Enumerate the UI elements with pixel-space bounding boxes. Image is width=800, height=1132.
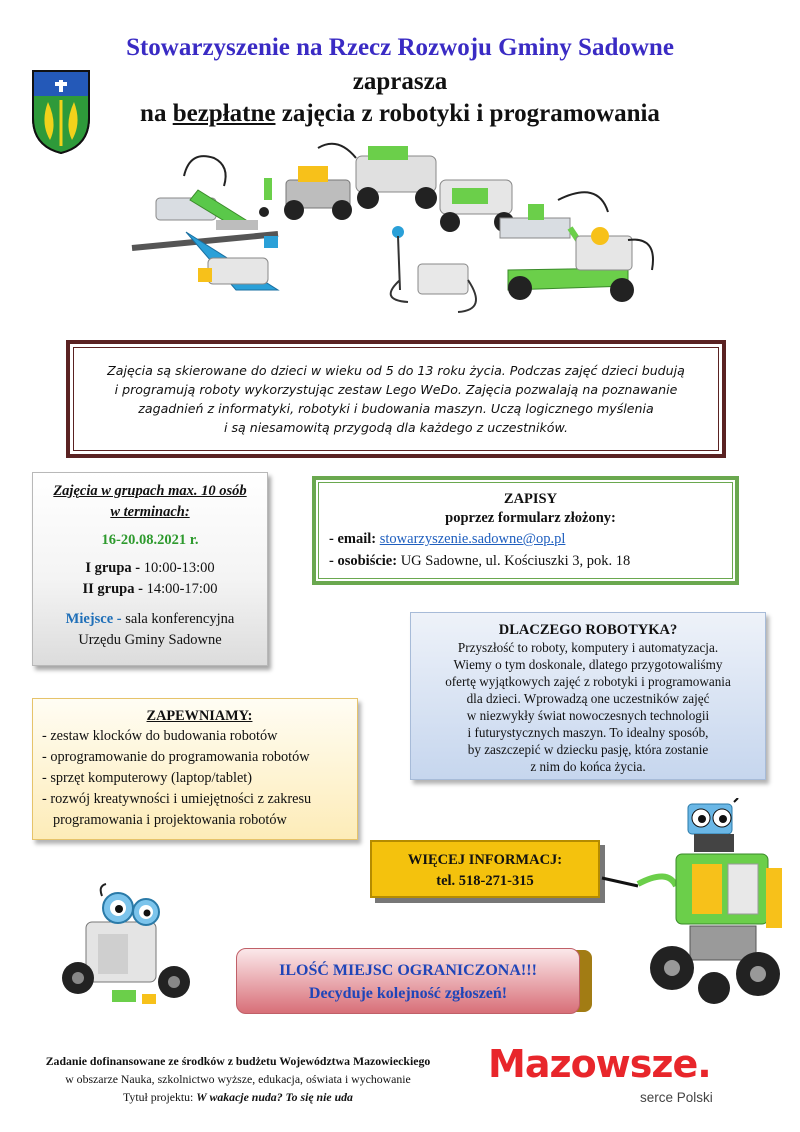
headline-prefix: na [140,100,173,127]
sensor-hub [391,226,476,312]
group-2-time: 14:00-17:00 [146,581,218,597]
venue [33,609,267,651]
why-robotics-box [410,612,766,780]
why-text [411,639,765,775]
footer-project-label: Tytuł projektu: [123,1090,197,1104]
why-line: dla dzieci. Wprowadzą one uczestników zajęć [466,691,710,706]
footer-project-title: W wakacje nuda? To się nie uda [196,1090,353,1104]
group-1-label: I grupa - [85,560,144,576]
signup-inner [318,482,733,579]
provide-box [32,698,358,840]
headline [0,100,800,128]
helicopter-robot [132,156,278,290]
provide-item: - rozwój kreatywności i umiejętności z zakresu [42,791,312,807]
signup-inperson-label: - osobiście: [329,553,401,569]
footer-area: w obszarze Nauka, szkolnictwo wyższe, edukacja, oświata i wychowanie [65,1072,411,1086]
why-line: i futurystycznych maszyn. To idealny sposób, [467,725,709,740]
footer-funding: Zadanie dofinansowane ze środków z budżetu Województwa Mazowieckiego [45,1054,431,1068]
mazowsze-logo-word: Mazowsze. [488,1042,711,1086]
invites-text: zaprasza [352,68,448,95]
mazowsze-logo [488,1042,770,1114]
schedule-date: 16-20.08.2021 r. [101,532,199,548]
intro-line: i są niesamowitą przygodą dla każdego z uczestników. [223,420,568,435]
venue-label: Miejsce - [65,611,126,627]
group-2 [33,579,267,599]
intro-line: zagadnień z informatyki, robotyki i budowania maszyn. Uczą logicznego myślenia [138,401,654,416]
intro-box [66,340,726,458]
provide-item-continued: programowania i projektowania robotów [53,812,287,828]
signup-email-row [329,529,732,549]
limited-places-subtitle: Decyduje kolejność zgłoszeń! [308,985,508,1002]
why-line: Przyszłość to roboty, komputery i automatyzacja. [457,640,719,655]
group-2-label: II grupa - [82,581,147,597]
intro-text [107,361,685,437]
mazowsze-logo-subtitle: serce Polski [640,1090,713,1105]
intro-inner [73,347,719,451]
provide-item: - sprzęt komputerowy (laptop/tablet) [42,770,253,786]
lego-robot-right-illustration [598,798,784,1008]
why-line: by zaszczepić w dziecku pasję, która zostanie [467,742,709,757]
more-info-phone[interactable]: tel. 518-271-315 [436,873,534,889]
why-line: Wiemy o tym doskonale, dlatego przygotowaliśmy [453,657,723,672]
group-1-time: 10:00-13:00 [143,560,215,576]
why-title: DLACZEGO ROBOTYKA? [498,622,678,638]
signup-title: ZAPISY [503,491,558,507]
signup-subtitle: poprzez formularz złożony: [445,510,616,526]
provide-item: - oprogramowanie do programowania robotów [42,749,310,765]
why-line: z nim do końca życia. [530,759,646,774]
signup-box [312,476,739,585]
provide-title: ZAPEWNIAMY: [146,708,253,724]
coat-of-arms-icon [30,68,92,156]
lego-robots-illustration [128,140,674,318]
venue-line-1: sala konferencyjna [125,611,235,627]
schedule-title [33,481,267,523]
limited-places-box [236,948,580,1014]
group-1 [33,558,267,578]
why-line: w niezwykły świat nowoczesnych technologii [466,708,710,723]
organization-title: Stowarzyszenie na Rzecz Rozwoju Gminy Sadowne [126,34,674,61]
provide-item: - zestaw klocków do budowania robotów [42,728,278,744]
intro-line: Zajęcia są skierowane do dzieci w wieku od 5 do 13 roku życia. Podczas zajęć dzieci budują [107,363,685,378]
headline-free: bezpłatne [172,100,276,127]
signup-inperson-address: UG Sadowne, ul. Kościuszki 3, pok. 18 [400,553,631,569]
limited-places-title: ILOŚĆ MIEJSC OGRANICZONA!!! [279,962,537,979]
why-line: ofertę wyjątkowych zajęć z robotyki i programowania [445,674,731,689]
intro-line: i programują roboty wykorzystując zestaw Lego WeDo. Zajęcia pozwalają na poznawanie [114,382,678,397]
headline-suffix: zajęcia z robotyki i programowania [275,100,660,127]
lego-robot-left-illustration [58,882,198,1012]
schedule-title-1: Zajęcia w grupach max. 10 osób [53,483,247,499]
signup-inperson-row [329,551,732,571]
more-info-title: WIĘCEJ INFORMACJ: [407,852,563,868]
signup-email-label: - email: [329,531,380,547]
schedule-box [32,472,268,666]
more-info-box [370,840,600,898]
car-robot-1 [259,166,352,220]
venue-line-2: Urzędu Gminy Sadowne [78,632,222,648]
signup-email-link[interactable]: stowarzyszenie.sadowne@op.pl [379,531,566,547]
footer [0,1052,476,1106]
group-list [33,558,267,599]
schedule-title-2: w terminach: [110,504,190,520]
footer-project [0,1088,476,1106]
